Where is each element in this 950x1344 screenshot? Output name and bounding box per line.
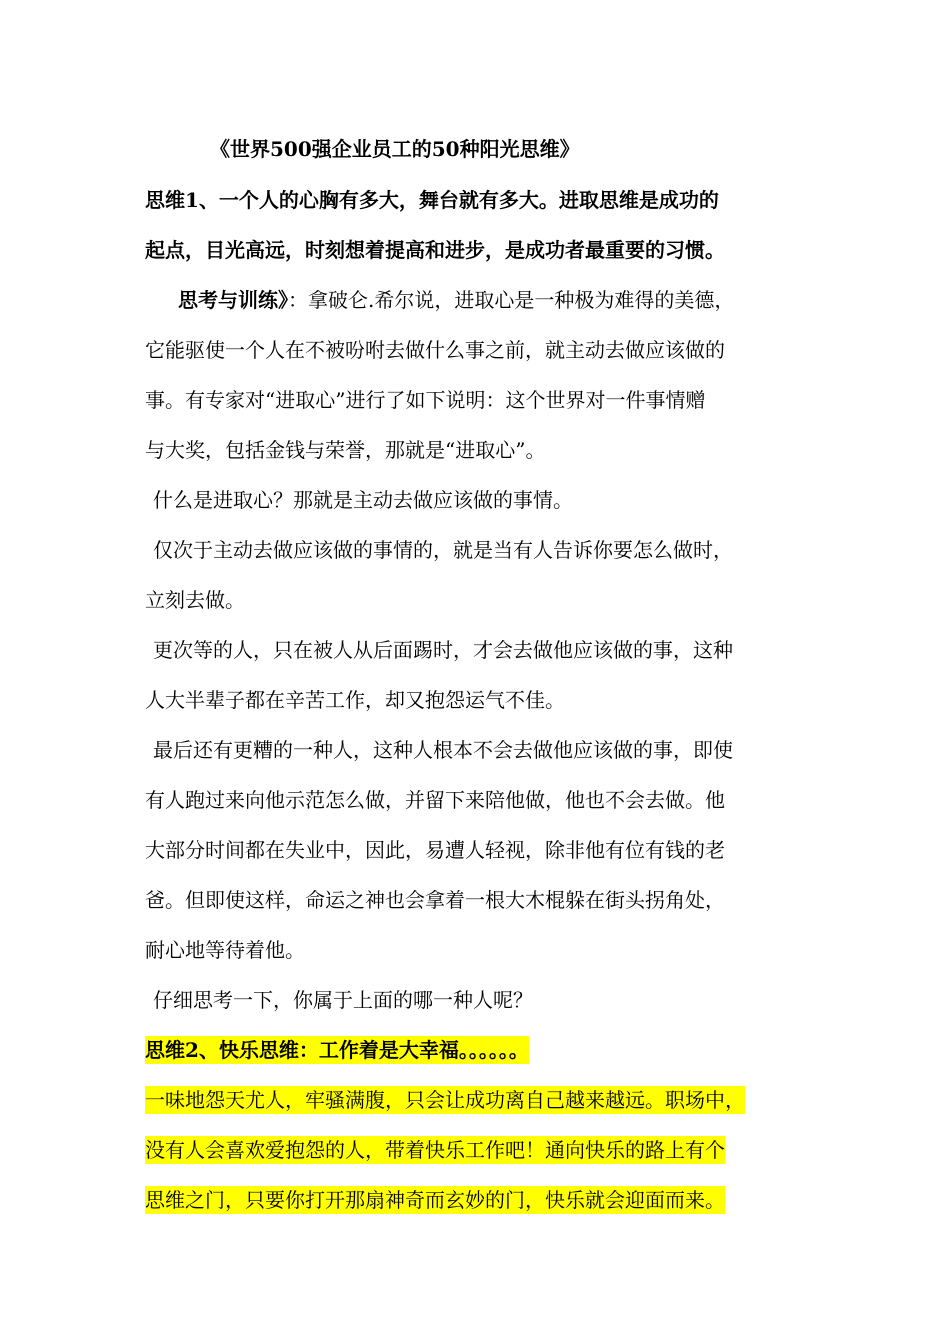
section1-para-line	[178, 286, 734, 314]
section1-text-line: 爸。但即使这样，命运之神也会拿着一根大木棍躲在街头拐角处，	[145, 888, 725, 912]
section2-text-line: 一味地怨天尤人，牢骚满腹，只会让成功离自己越来越远。职场中，	[145, 1088, 745, 1112]
section1-text-line: 仅次于主动去做应该做的事情的，就是当有人告诉你要怎么做时，	[153, 538, 733, 562]
section1-text-line: 人大半辈子都在辛苦工作，却又抱怨运气不佳。	[145, 688, 565, 712]
section1-text-line: 什么是进取心？那就是主动去做应该做的事情。	[153, 488, 573, 512]
section1-text-line: 耐心地等待着他。	[145, 938, 305, 962]
section2-text-line: 没有人会喜欢爱抱怨的人，带着快乐工作吧！通向快乐的路上有个	[145, 1138, 725, 1162]
section1-text-line: 与大奖，包括金钱与荣誉，那就是“进取心”。	[145, 438, 546, 462]
section1-heading-line1: 思维1、一个人的心胸有多大，舞台就有多大。进取思维是成功的	[145, 188, 719, 212]
section1-text-line: 它能驱使一个人在不被吩咐去做什么事之前，就主动去做应该做的	[145, 338, 725, 362]
exercise-label: 思考与训练》	[178, 288, 288, 312]
section1-text-line: 仔细思考一下，你属于上面的哪一种人呢？	[153, 988, 533, 1012]
section1-text-line: 更次等的人，只在被人从后面踢时，才会去做他应该做的事，这种	[153, 638, 733, 662]
section1-text-line: 有人跑过来向他示范怎么做，并留下来陪他做，他也不会去做。他	[145, 788, 725, 812]
section1-text-line: 大部分时间都在失业中，因此，易遭人轻视，除非他有位有钱的老	[145, 838, 725, 862]
section1-text-line: 事。有专家对“进取心”进行了如下说明：这个世界对一件事情赠	[145, 388, 706, 412]
section2-heading: 思维2、快乐思维：工作着是大幸福。。。。。。	[145, 1038, 529, 1062]
section1-heading-line2: 起点，目光高远，时刻想着提高和进步，是成功者最重要的习惯。	[145, 238, 725, 262]
document-title: 《世界500强企业员工的50种阳光思维》	[210, 137, 580, 161]
section1-text-line: 立刻去做。	[145, 588, 245, 612]
section1-text: ：拿破仑.希尔说，进取心是一种极为难得的美德，	[288, 288, 735, 312]
section2-text-line: 思维之门，只要你打开那扇神奇而玄妙的门，快乐就会迎面而来。	[145, 1188, 725, 1212]
section1-text-line: 最后还有更糟的一种人，这种人根本不会去做他应该做的事，即使	[153, 738, 733, 762]
